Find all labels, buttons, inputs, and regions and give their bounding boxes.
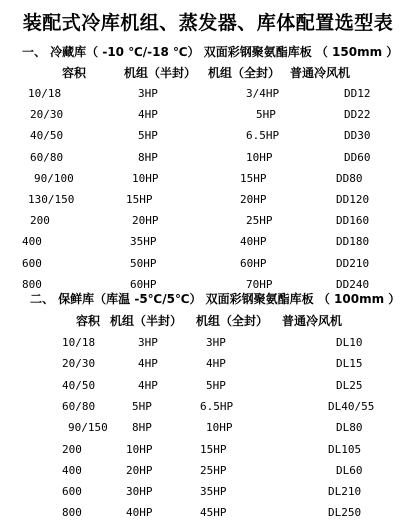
air-cooler-cell: DD30 xyxy=(344,129,371,142)
volume-cell: 200 xyxy=(62,443,82,456)
section-1-col-semi-hermetic: 机组（半封） xyxy=(124,66,197,80)
hermetic-cell: 20HP xyxy=(240,193,267,206)
semi-hermetic-cell: 20HP xyxy=(126,464,153,477)
hermetic-cell: 45HP xyxy=(200,506,227,519)
hermetic-cell: 10HP xyxy=(246,151,273,164)
volume-cell: 800 xyxy=(62,506,82,519)
air-cooler-cell: DD80 xyxy=(336,172,363,185)
section-1-col-air-cooler: 普通冷风机 xyxy=(290,66,351,80)
volume-cell: 60/80 xyxy=(30,151,64,164)
semi-hermetic-cell: 50HP xyxy=(130,257,157,270)
air-cooler-cell: DD180 xyxy=(336,235,370,248)
semi-hermetic-cell: 35HP xyxy=(130,235,157,248)
volume-cell: 40/50 xyxy=(30,129,64,142)
hermetic-cell: 40HP xyxy=(240,235,267,248)
volume-cell: 90/100 xyxy=(34,172,74,185)
semi-hermetic-cell: 4HP xyxy=(138,379,158,392)
hermetic-cell: 15HP xyxy=(200,443,227,456)
page-title: 装配式冷库机组、蒸发器、库体配置选型表 xyxy=(22,12,394,34)
volume-cell: 600 xyxy=(22,257,42,270)
semi-hermetic-cell: 15HP xyxy=(126,193,153,206)
air-cooler-cell: DL210 xyxy=(328,485,362,498)
semi-hermetic-cell: 10HP xyxy=(132,172,159,185)
hermetic-cell: 5HP xyxy=(206,379,226,392)
hermetic-cell: 15HP xyxy=(240,172,267,185)
air-cooler-cell: DL40/55 xyxy=(328,400,375,413)
semi-hermetic-cell: 10HP xyxy=(126,443,153,456)
volume-cell: 400 xyxy=(22,235,42,248)
air-cooler-cell: DD210 xyxy=(336,257,370,270)
hermetic-cell: 6.5HP xyxy=(246,129,280,142)
section-2-col-hermetic: 机组（全封） xyxy=(196,314,269,328)
semi-hermetic-cell: 3HP xyxy=(138,336,158,349)
semi-hermetic-cell: 5HP xyxy=(132,400,152,413)
volume-cell: 400 xyxy=(62,464,82,477)
section-2-col-volume: 容积 xyxy=(76,314,101,328)
volume-cell: 60/80 xyxy=(62,400,96,413)
hermetic-cell: 25HP xyxy=(246,214,273,227)
volume-cell: 40/50 xyxy=(62,379,96,392)
volume-cell: 10/18 xyxy=(28,87,62,100)
semi-hermetic-cell: 60HP xyxy=(130,278,157,291)
hermetic-cell: 3HP xyxy=(206,336,226,349)
volume-cell: 200 xyxy=(30,214,50,227)
air-cooler-cell: DL10 xyxy=(336,336,363,349)
semi-hermetic-cell: 4HP xyxy=(138,108,158,121)
air-cooler-cell: DD120 xyxy=(336,193,370,206)
volume-cell: 10/18 xyxy=(62,336,96,349)
semi-hermetic-cell: 20HP xyxy=(132,214,159,227)
hermetic-cell: 4HP xyxy=(206,357,226,370)
air-cooler-cell: DD60 xyxy=(344,151,371,164)
section-2-col-semi-hermetic: 机组（半封） xyxy=(110,314,183,328)
hermetic-cell: 5HP xyxy=(256,108,276,121)
volume-cell: 20/30 xyxy=(62,357,96,370)
air-cooler-cell: DL25 xyxy=(336,379,363,392)
air-cooler-cell: DD240 xyxy=(336,278,370,291)
section-2-col-air-cooler: 普通冷风机 xyxy=(282,314,343,328)
hermetic-cell: 60HP xyxy=(240,257,267,270)
air-cooler-cell: DD22 xyxy=(344,108,371,121)
semi-hermetic-cell: 40HP xyxy=(126,506,153,519)
volume-cell: 20/30 xyxy=(30,108,64,121)
air-cooler-cell: DL105 xyxy=(328,443,362,456)
air-cooler-cell: DD12 xyxy=(344,87,371,100)
semi-hermetic-cell: 30HP xyxy=(126,485,153,498)
hermetic-cell: 70HP xyxy=(246,278,273,291)
air-cooler-cell: DL80 xyxy=(336,421,363,434)
volume-cell: 800 xyxy=(22,278,42,291)
air-cooler-cell: DL60 xyxy=(336,464,363,477)
air-cooler-cell: DD160 xyxy=(336,214,370,227)
volume-cell: 130/150 xyxy=(28,193,75,206)
semi-hermetic-cell: 3HP xyxy=(138,87,158,100)
semi-hermetic-cell: 8HP xyxy=(132,421,152,434)
hermetic-cell: 10HP xyxy=(206,421,233,434)
volume-cell: 90/150 xyxy=(68,421,108,434)
section-1-col-volume: 容积 xyxy=(62,66,87,80)
hermetic-cell: 6.5HP xyxy=(200,400,234,413)
air-cooler-cell: DL250 xyxy=(328,506,362,519)
section-1-col-hermetic: 机组（全封） xyxy=(208,66,281,80)
semi-hermetic-cell: 4HP xyxy=(138,357,158,370)
section-2-heading: 二、 保鲜库（库温 -5℃/5℃） 双面彩钢聚氨酯库板 （ 100mm ） xyxy=(30,292,401,306)
volume-cell: 600 xyxy=(62,485,82,498)
hermetic-cell: 35HP xyxy=(200,485,227,498)
section-1-heading: 一、 冷藏库（ -10 ℃/-18 ℃） 双面彩钢聚氨酯库板 （ 150mm ） xyxy=(22,45,399,59)
semi-hermetic-cell: 8HP xyxy=(138,151,158,164)
semi-hermetic-cell: 5HP xyxy=(138,129,158,142)
hermetic-cell: 3/4HP xyxy=(246,87,280,100)
hermetic-cell: 25HP xyxy=(200,464,227,477)
air-cooler-cell: DL15 xyxy=(336,357,363,370)
